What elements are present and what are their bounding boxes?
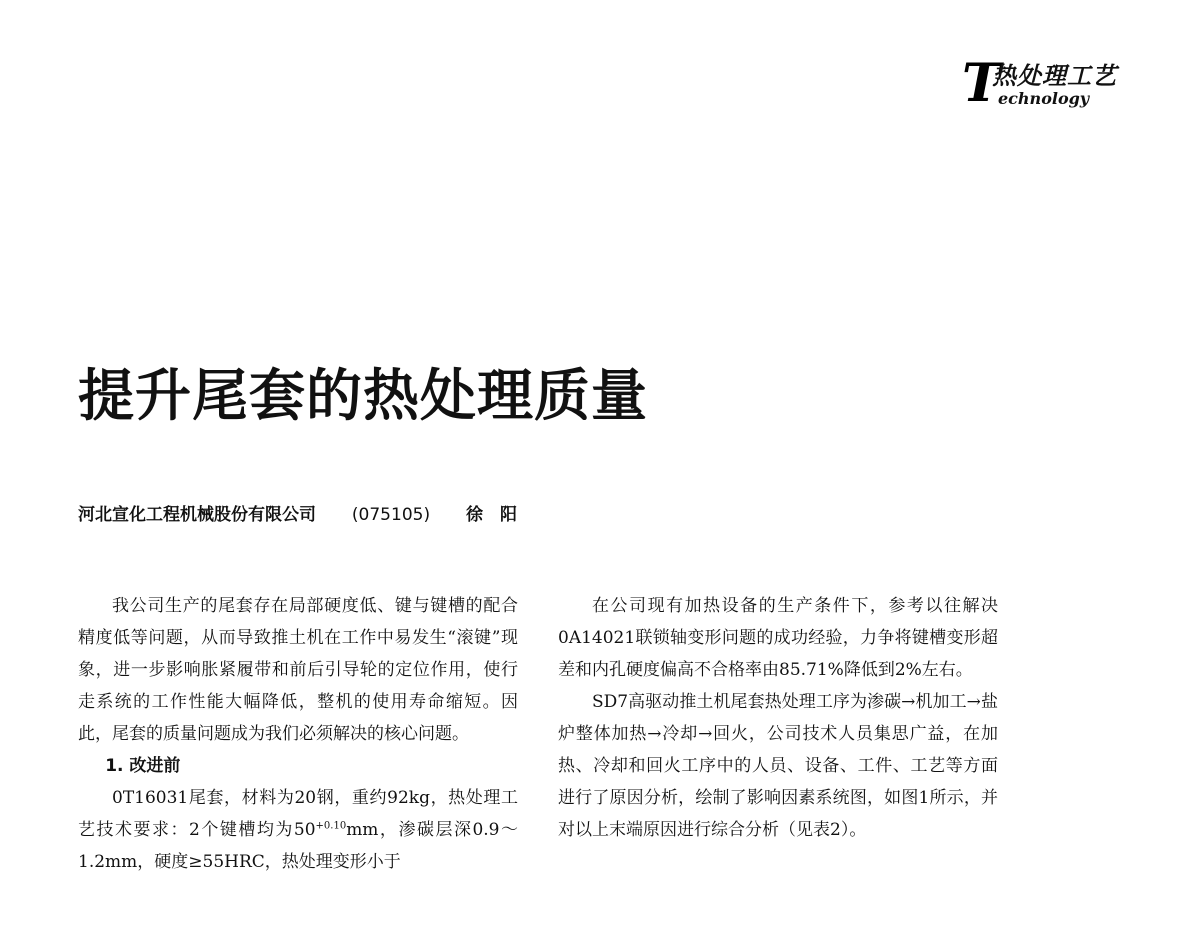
left-paragraph-1: 我公司生产的尾套存在局部硬度低、键与键槽的配合精度低等问题，从而导致推土机在工作中易发生“滚键”现象，进一步影响胀紧履带和前后引导轮的定位作用，使行走系统的工作性能大幅降低，整机的使用寿命缩短。因此，尾套的质量问题成为我们必须解决的核心问题。 <box>78 596 518 744</box>
author-line <box>78 502 517 528</box>
tolerance-superscript: +0.10 <box>315 820 347 832</box>
left-column <box>78 590 518 878</box>
affiliation: 河北宣化工程机械股份有限公司 <box>78 505 316 525</box>
logo-chinese-text: 热处理工艺 <box>992 61 1117 90</box>
article-title: 提升尾套的热处理质量 <box>78 363 648 429</box>
right-column <box>558 590 998 846</box>
postcode: (075105) <box>351 505 431 525</box>
journal-section-logo <box>962 53 1152 118</box>
author-name: 徐 阳 <box>466 505 518 525</box>
left-paragraph-2-part-b: mm，渗碳层深0.9～1.2mm，硬度≥55HRC，热处理变形小于 <box>78 820 519 872</box>
left-paragraph-2 <box>78 782 518 878</box>
logo-english-text: echnology <box>998 89 1090 108</box>
logo-letter-t: T <box>962 53 1001 114</box>
right-paragraph-1: 在公司现有加热设备的生产条件下，参考以往解决0A14021联锁轴变形问题的成功经验，力争将键槽变形超差和内孔硬度偏高不合格率由85.71%降低到2%左右。 <box>558 596 998 680</box>
left-paragraph-2-part-a: 0T16031尾套，材料为20钢，重约92kg，热处理工艺技术要求：2个键槽均为50 <box>78 788 518 840</box>
section-heading-1: 1. 改进前 <box>105 756 181 776</box>
right-paragraph-2: SD7高驱动推土机尾套热处理工序为渗碳→机加工→盐炉整体加热→冷却→回火，公司技术人员集思广益，在加热、冷却和回火工序中的人员、设备、工件、工艺等方面进行了原因分析，绘制了影响因素系统图，如图1所示，并对以上末端原因进行综合分析（见表2）。 <box>558 692 998 840</box>
